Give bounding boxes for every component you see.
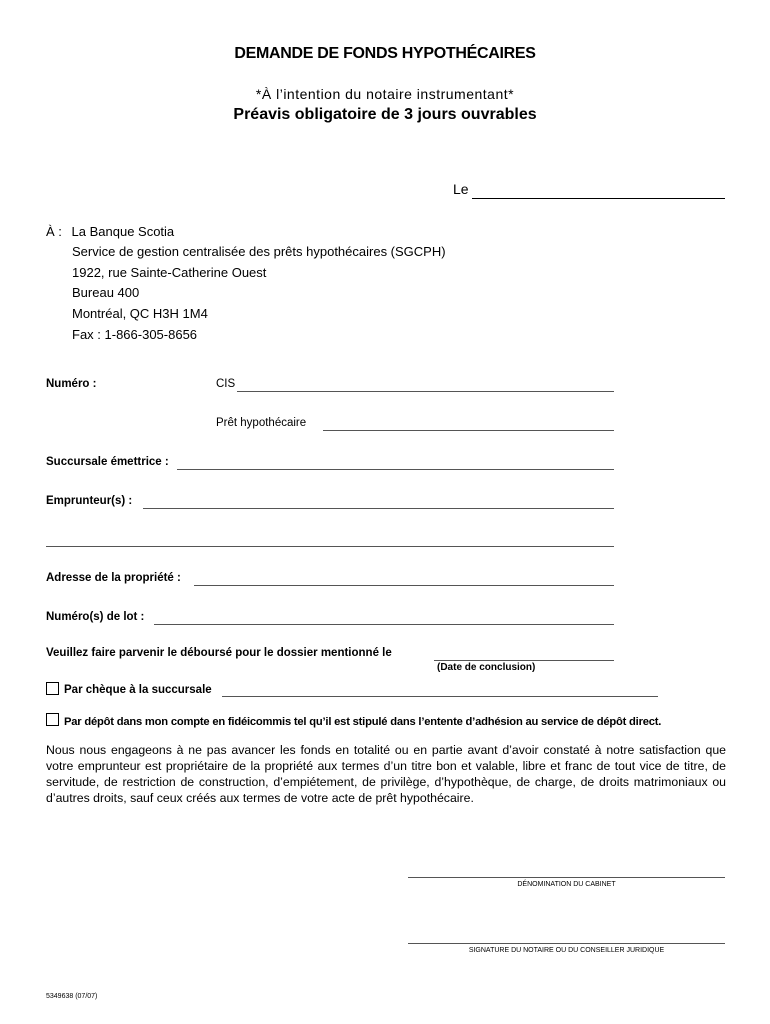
cheque-field[interactable] [222, 696, 658, 697]
emprunteurs-label: Emprunteur(s) : [46, 495, 133, 507]
emprunteurs-field-line2[interactable] [46, 546, 614, 547]
address-line: Service de gestion centralisée des prêts hypothécaires (SGCPH) [72, 244, 446, 259]
cis-field[interactable] [237, 391, 614, 392]
address-line: Montréal, QC H3H 1M4 [72, 306, 208, 322]
recipient-name: La Banque Scotia [71, 224, 175, 239]
document-subtitle: *À l’intention du notaire instrumentant* [255, 86, 515, 102]
cabinet-caption: DÉNOMINATION DU CABINET [517, 881, 616, 888]
recipient-block [46, 222, 174, 243]
depot-checkbox[interactable] [46, 713, 59, 726]
cabinet-signature-line[interactable] [408, 877, 725, 878]
fax-line: Fax : 1-866-305-8656 [72, 326, 198, 342]
address-line: Bureau 400 [72, 285, 140, 301]
pret-field[interactable] [323, 430, 614, 431]
succursale-field[interactable] [177, 469, 614, 470]
emprunteurs-field[interactable] [143, 508, 614, 509]
succursale-label: Succursale émettrice : [46, 456, 169, 468]
debourse-label: Veuillez faire parvenir le déboursé pour le dossier mentionné le [46, 647, 392, 659]
notice-text: Préavis obligatoire de 3 jours ouvrables [233, 106, 537, 123]
numero-label: Numéro : [46, 378, 97, 390]
pret-label: Prêt hypothécaire [216, 417, 307, 429]
lot-field[interactable] [154, 624, 614, 625]
address-line: 1922, rue Sainte-Catherine Ouest [72, 264, 267, 280]
recipient-address [72, 242, 446, 346]
engagement-paragraph: Nous nous engageons à ne pas avancer les fonds en totalité ou en partie avant d’avoir constaté à notre satisfaction que votre emprunteur est propriétaire de la propriété aux termes d’un titre bon et valable, libre et franc de tout vice de titre, de servitude, de restriction de construction, d’empiétement, de privilège, d’hypothèque, de charge, de droits matrimoniaux ou d’autres droits, sauf ceux créés aux termes de votre acte de prêt hypothécaire. [46, 743, 726, 805]
form-code: 5349638 (07/07) [46, 993, 98, 1000]
notaire-caption: SIGNATURE DU NOTAIRE OU DU CONSEILLER JURIDIQUE [468, 947, 665, 954]
cheque-checkbox[interactable] [46, 682, 59, 695]
notaire-signature-line[interactable] [408, 943, 725, 944]
depot-option-label: Par dépôt dans mon compte en fidéicommis tel qu’il est stipulé dans l’entente d’adhésion au service de dépôt direct. [64, 716, 662, 728]
adresse-field[interactable] [194, 585, 614, 586]
date-label: Le [453, 181, 469, 197]
date-field[interactable] [472, 198, 725, 199]
adresse-label: Adresse de la propriété : [46, 572, 181, 584]
cis-label: CIS [216, 378, 236, 390]
lot-label: Numéro(s) de lot : [46, 611, 145, 623]
document-title: DEMANDE DE FONDS HYPOTHÉCAIRES [234, 45, 536, 62]
debourse-date-field[interactable] [434, 660, 614, 661]
date-conclusion-caption: (Date de conclusion) [437, 662, 536, 673]
cheque-option-label: Par chèque à la succursale [64, 684, 212, 696]
recipient-prefix: À : [46, 224, 62, 239]
